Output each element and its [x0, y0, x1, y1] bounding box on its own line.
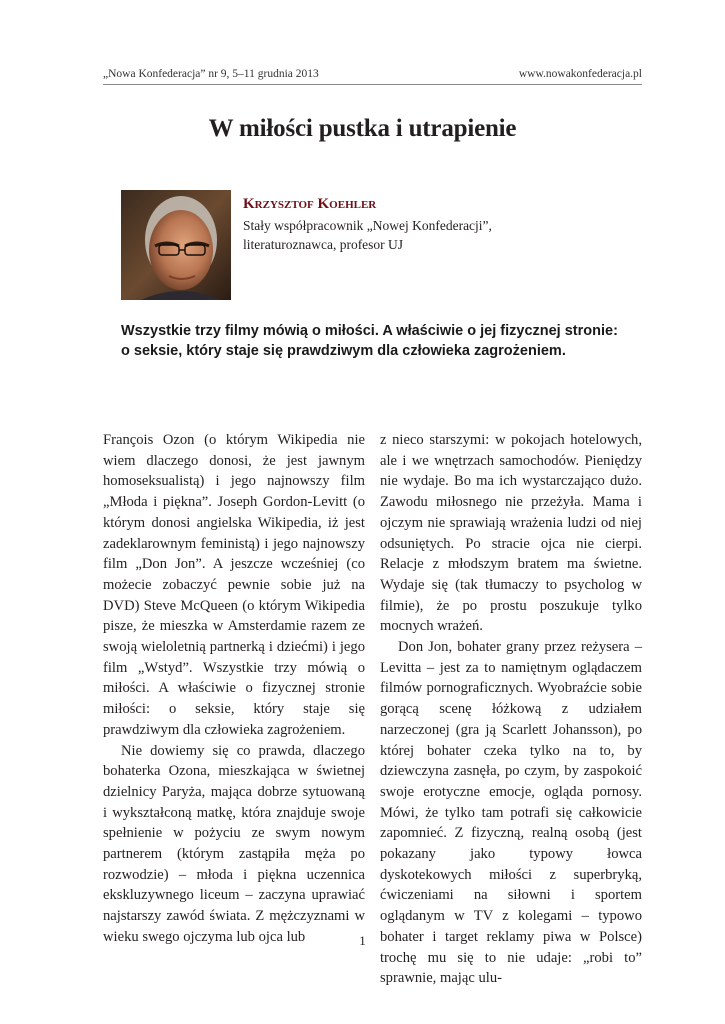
author-description: [243, 216, 543, 254]
column-right: [380, 430, 642, 989]
running-header: [103, 64, 642, 85]
issue-info: „Nowa Konfederacja” nr 9, 5–11 grudnia 2013: [103, 68, 319, 80]
website-url[interactable]: www.nowakonfederacja.pl: [518, 68, 642, 80]
body-paragraph: z nieco starszymi: w pokojach hotelowych, ale i we wnętrzach samochodów. Pieniędzy nie wydaje. Bo ma ich wystarczająco dużo. Zawodu miłosnego nie przeżyła. Mama i ojczym nie sprawiają wrażenia ludzi od niej odsuniętych. Po stracie ojca nie cierpi. Relacje z młodszym bratem ma świetne. Wydaje się (tak tłumaczy to psycholog w filmie), że po prostu poszukuje tylko mocnych wrażeń.: [380, 432, 642, 635]
lead-paragraph: [121, 321, 631, 361]
body-paragraph: Nie dowiemy się co prawda, dlaczego bohaterka Ozona, mieszkająca w świetnej dzielnicy Paryża, mająca dobrze sytuowaną i wykształconą matkę, która znajduje swoje spełnienie w pożyciu ze swym nowym partnerem (którym zastąpiła męża po rozwodzie) – młoda i piękna uczennica ekskluzywnego liceum – zaczyna uprawiać najstarszy zawód świata. Z mężczyznami w wieku swego ojczyma lub ojca lub: [103, 742, 365, 945]
article-title: W miłości pustka i utrapienie: [208, 115, 517, 142]
author-desc-line1: Stały współpracownik „Nowej Konfederacji”,: [243, 218, 492, 233]
lead-line2: o seksie, który staje się prawdziwym dla człowieka zagrożeniem.: [121, 343, 566, 359]
body-paragraph: Don Jon, bohater grany przez reżysera – Levitta – jest za to namiętnym oglądaczem filmów pornograficznych. Wyobraźcie sobie gorącą scenę łóżkową z udziałem narzeczonej (gra ją Scarlett Johansson), po której bohater czeka tylko na to, by dziewczyna zasnęła, po czym, by zaspokoić swoje erotyczne emocje, ogląda pornosy. Mówi, że tylko tam potrafi się całkowicie zapomnieć. Z fizyczną, realną osobą (jest pokazany jako typowy łowca dyskotekowych miłości z superbryką, ćwiczeniami na siłowni i sportem oglądanym w TV z kolegami – typowo bohater i target reklamy piwa w Polsce) trochę mu się to nie udaje: „robi to” sprawnie, mając ulu-: [380, 639, 642, 987]
body-paragraph: François Ozon (o którym Wikipedia nie wiem dlaczego donosi, że jest jawnym homoseksualistą) i jego najnowszy film „Młoda i piękna”. Joseph Gordon-Levitt (o którym donosi angielska Wikipedia, iż jest zadeklarownym feministą) i jego najnowszy film „Don Jon”. A jeszcze wcześniej (co możecie zobaczyć pewnie sobie już na DVD) Steve McQueen (o którym Wikipedia pisze, że mieszka w Amsterdamie razem ze swoją wieloletnią partnerką i dziećmi) i jego film „Wstyd”. Wszystkie trzy mówią o miłości. A właściwie o fizycznej stronie miłości: o seksie, który staje się prawdziwym dla człowieka zagrożeniem.: [103, 432, 365, 738]
lead-line1: Wszystkie trzy filmy mówią o miłości. A właściwie o jej fizycznej stronie:: [121, 323, 618, 339]
page-number: 1: [359, 933, 366, 948]
column-left: [103, 430, 365, 948]
author-desc-line2: literaturoznawca, profesor UJ: [243, 237, 404, 252]
author-photo: [121, 190, 231, 300]
author-name: Krzysztof Koehler: [243, 196, 377, 212]
